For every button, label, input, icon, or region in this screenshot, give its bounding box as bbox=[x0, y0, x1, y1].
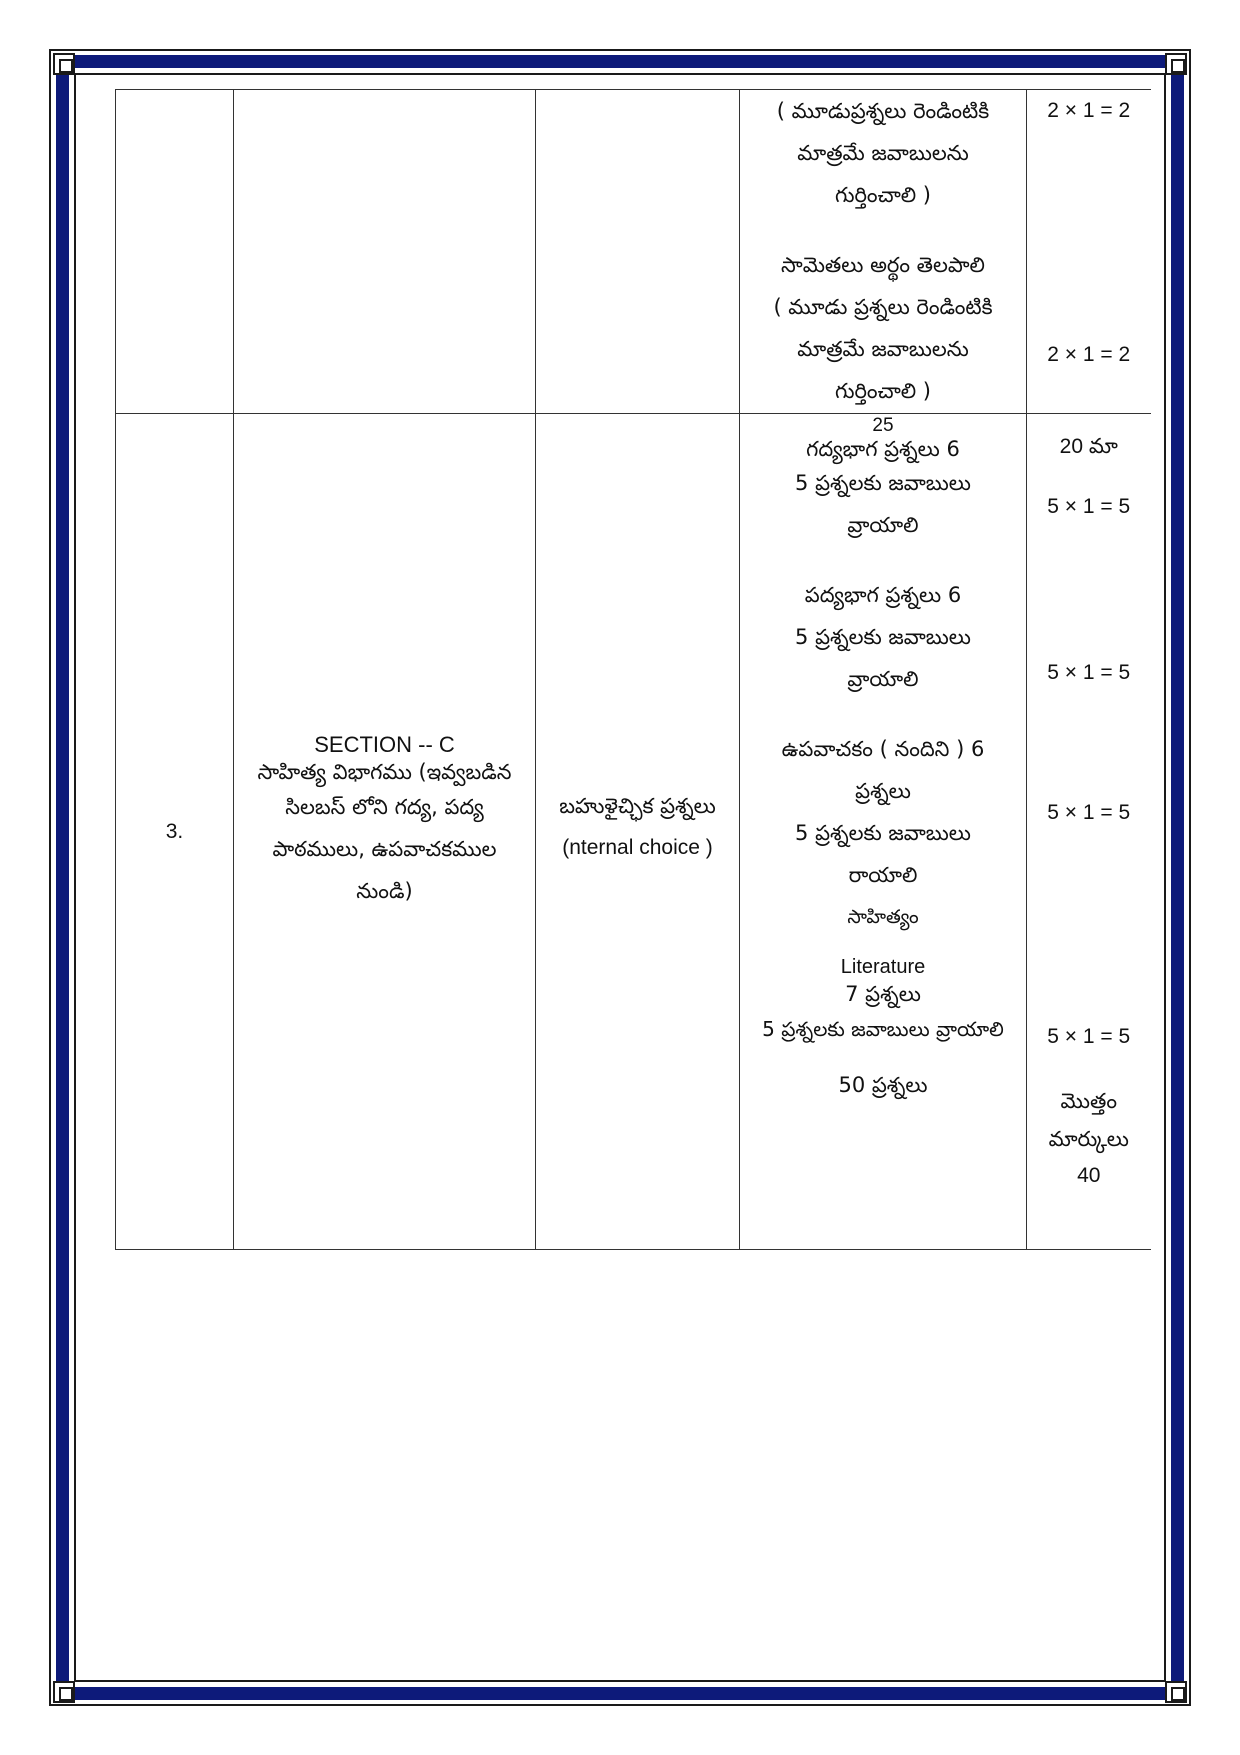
question-details-cell bbox=[740, 90, 1027, 414]
question-count: 25 bbox=[872, 415, 894, 436]
marks-cell bbox=[1027, 414, 1151, 1250]
nondetail-questions: ఉపవాచకం ( నందిని ) 6 bbox=[781, 737, 985, 761]
nondetail-questions: సాహిత్యం bbox=[847, 906, 919, 928]
choose-note: ( మూడు ప్రశ్నలు రెండింటికి bbox=[773, 295, 993, 319]
choose-note: ( మూడుప్రశ్నలు రెండింటికి bbox=[776, 99, 990, 123]
total-questions: 50 ప్రశ్నలు bbox=[838, 1073, 928, 1097]
table-row bbox=[116, 414, 1151, 1250]
total-marks: 40 bbox=[1077, 1164, 1101, 1187]
nondetail-questions: 5 ప్రశ్నలకు జవాబులు bbox=[795, 821, 971, 845]
prose-questions: వ్రాయాలి bbox=[847, 513, 919, 537]
literature-marks: 5 × 1 = 5 bbox=[1047, 1025, 1131, 1048]
choose-note: మాత్రమే జవాబులను bbox=[797, 141, 969, 165]
prose-questions: గద్యభాగ ప్రశ్నలు 6 bbox=[806, 437, 960, 461]
marks-cell bbox=[1027, 90, 1151, 414]
marks-value: 2 × 1 = 2 bbox=[1047, 343, 1131, 366]
table-row bbox=[116, 90, 1151, 414]
question-details-cell bbox=[740, 414, 1027, 1250]
section-desc: సిలబస్ లోని గద్య, పద్య bbox=[285, 794, 484, 819]
proverb-heading: సామెతలు అర్థం తెలపాలి bbox=[781, 253, 985, 277]
literature-label: Literature bbox=[840, 956, 926, 978]
prose-marks: 5 × 1 = 5 bbox=[1047, 495, 1131, 518]
section-desc: పాఠములు, ఉపవాచకముల bbox=[272, 836, 497, 861]
poetry-questions: 5 ప్రశ్నలకు జవాబులు bbox=[795, 625, 971, 649]
literature-questions: 5 ప్రశ్నలకు జవాబులు వ్రాయాలి bbox=[762, 1017, 1004, 1041]
section-desc: సాహిత్య విభాగము (ఇవ్వబడిన bbox=[257, 759, 512, 784]
literature-questions: 7 ప్రశ్నలు bbox=[845, 982, 921, 1006]
poetry-questions: పద్యభాగ ప్రశ్నలు 6 bbox=[804, 583, 962, 607]
poetry-marks: 5 × 1 = 5 bbox=[1047, 661, 1131, 684]
question-type: బహుళైచ్ఛిక ప్రశ్నలు bbox=[559, 793, 716, 818]
section-title: SECTION -- C bbox=[314, 731, 455, 757]
question-type-cell bbox=[536, 90, 740, 414]
choose-note: గుర్తించాలి ) bbox=[834, 379, 932, 403]
section-cell bbox=[234, 414, 536, 1250]
poetry-questions: వ్రాయాలి bbox=[847, 667, 919, 691]
total-label: మార్కులు bbox=[1048, 1127, 1129, 1151]
nondetail-marks: 5 × 1 = 5 bbox=[1047, 801, 1131, 824]
section-desc: నుండి) bbox=[356, 878, 413, 903]
prose-questions: 5 ప్రశ్నలకు జవాబులు bbox=[795, 471, 971, 495]
choose-note: మాత్రమే జవాబులను bbox=[797, 337, 969, 361]
choose-note: గుర్తించాలి ) bbox=[834, 183, 932, 207]
serial-cell bbox=[116, 90, 234, 414]
serial-cell bbox=[116, 414, 234, 1250]
question-type-cell bbox=[536, 414, 740, 1250]
serial-number: 3. bbox=[165, 819, 184, 843]
border-corner-ornament bbox=[53, 1681, 75, 1703]
nondetail-questions: రాయాలి bbox=[848, 863, 918, 887]
marks-value: 2 × 1 = 2 bbox=[1047, 99, 1131, 122]
total-label: మొత్తం bbox=[1060, 1089, 1117, 1113]
border-corner-ornament bbox=[1165, 1681, 1187, 1703]
section-cell bbox=[234, 90, 536, 414]
question-type: (nternal choice ) bbox=[562, 835, 713, 859]
blueprint-table bbox=[115, 89, 1151, 1250]
border-corner-ornament bbox=[1165, 53, 1187, 75]
section-marks: 20 మా bbox=[1059, 435, 1118, 458]
nondetail-questions: ప్రశ్నలు bbox=[855, 779, 911, 803]
border-corner-ornament bbox=[53, 53, 75, 75]
